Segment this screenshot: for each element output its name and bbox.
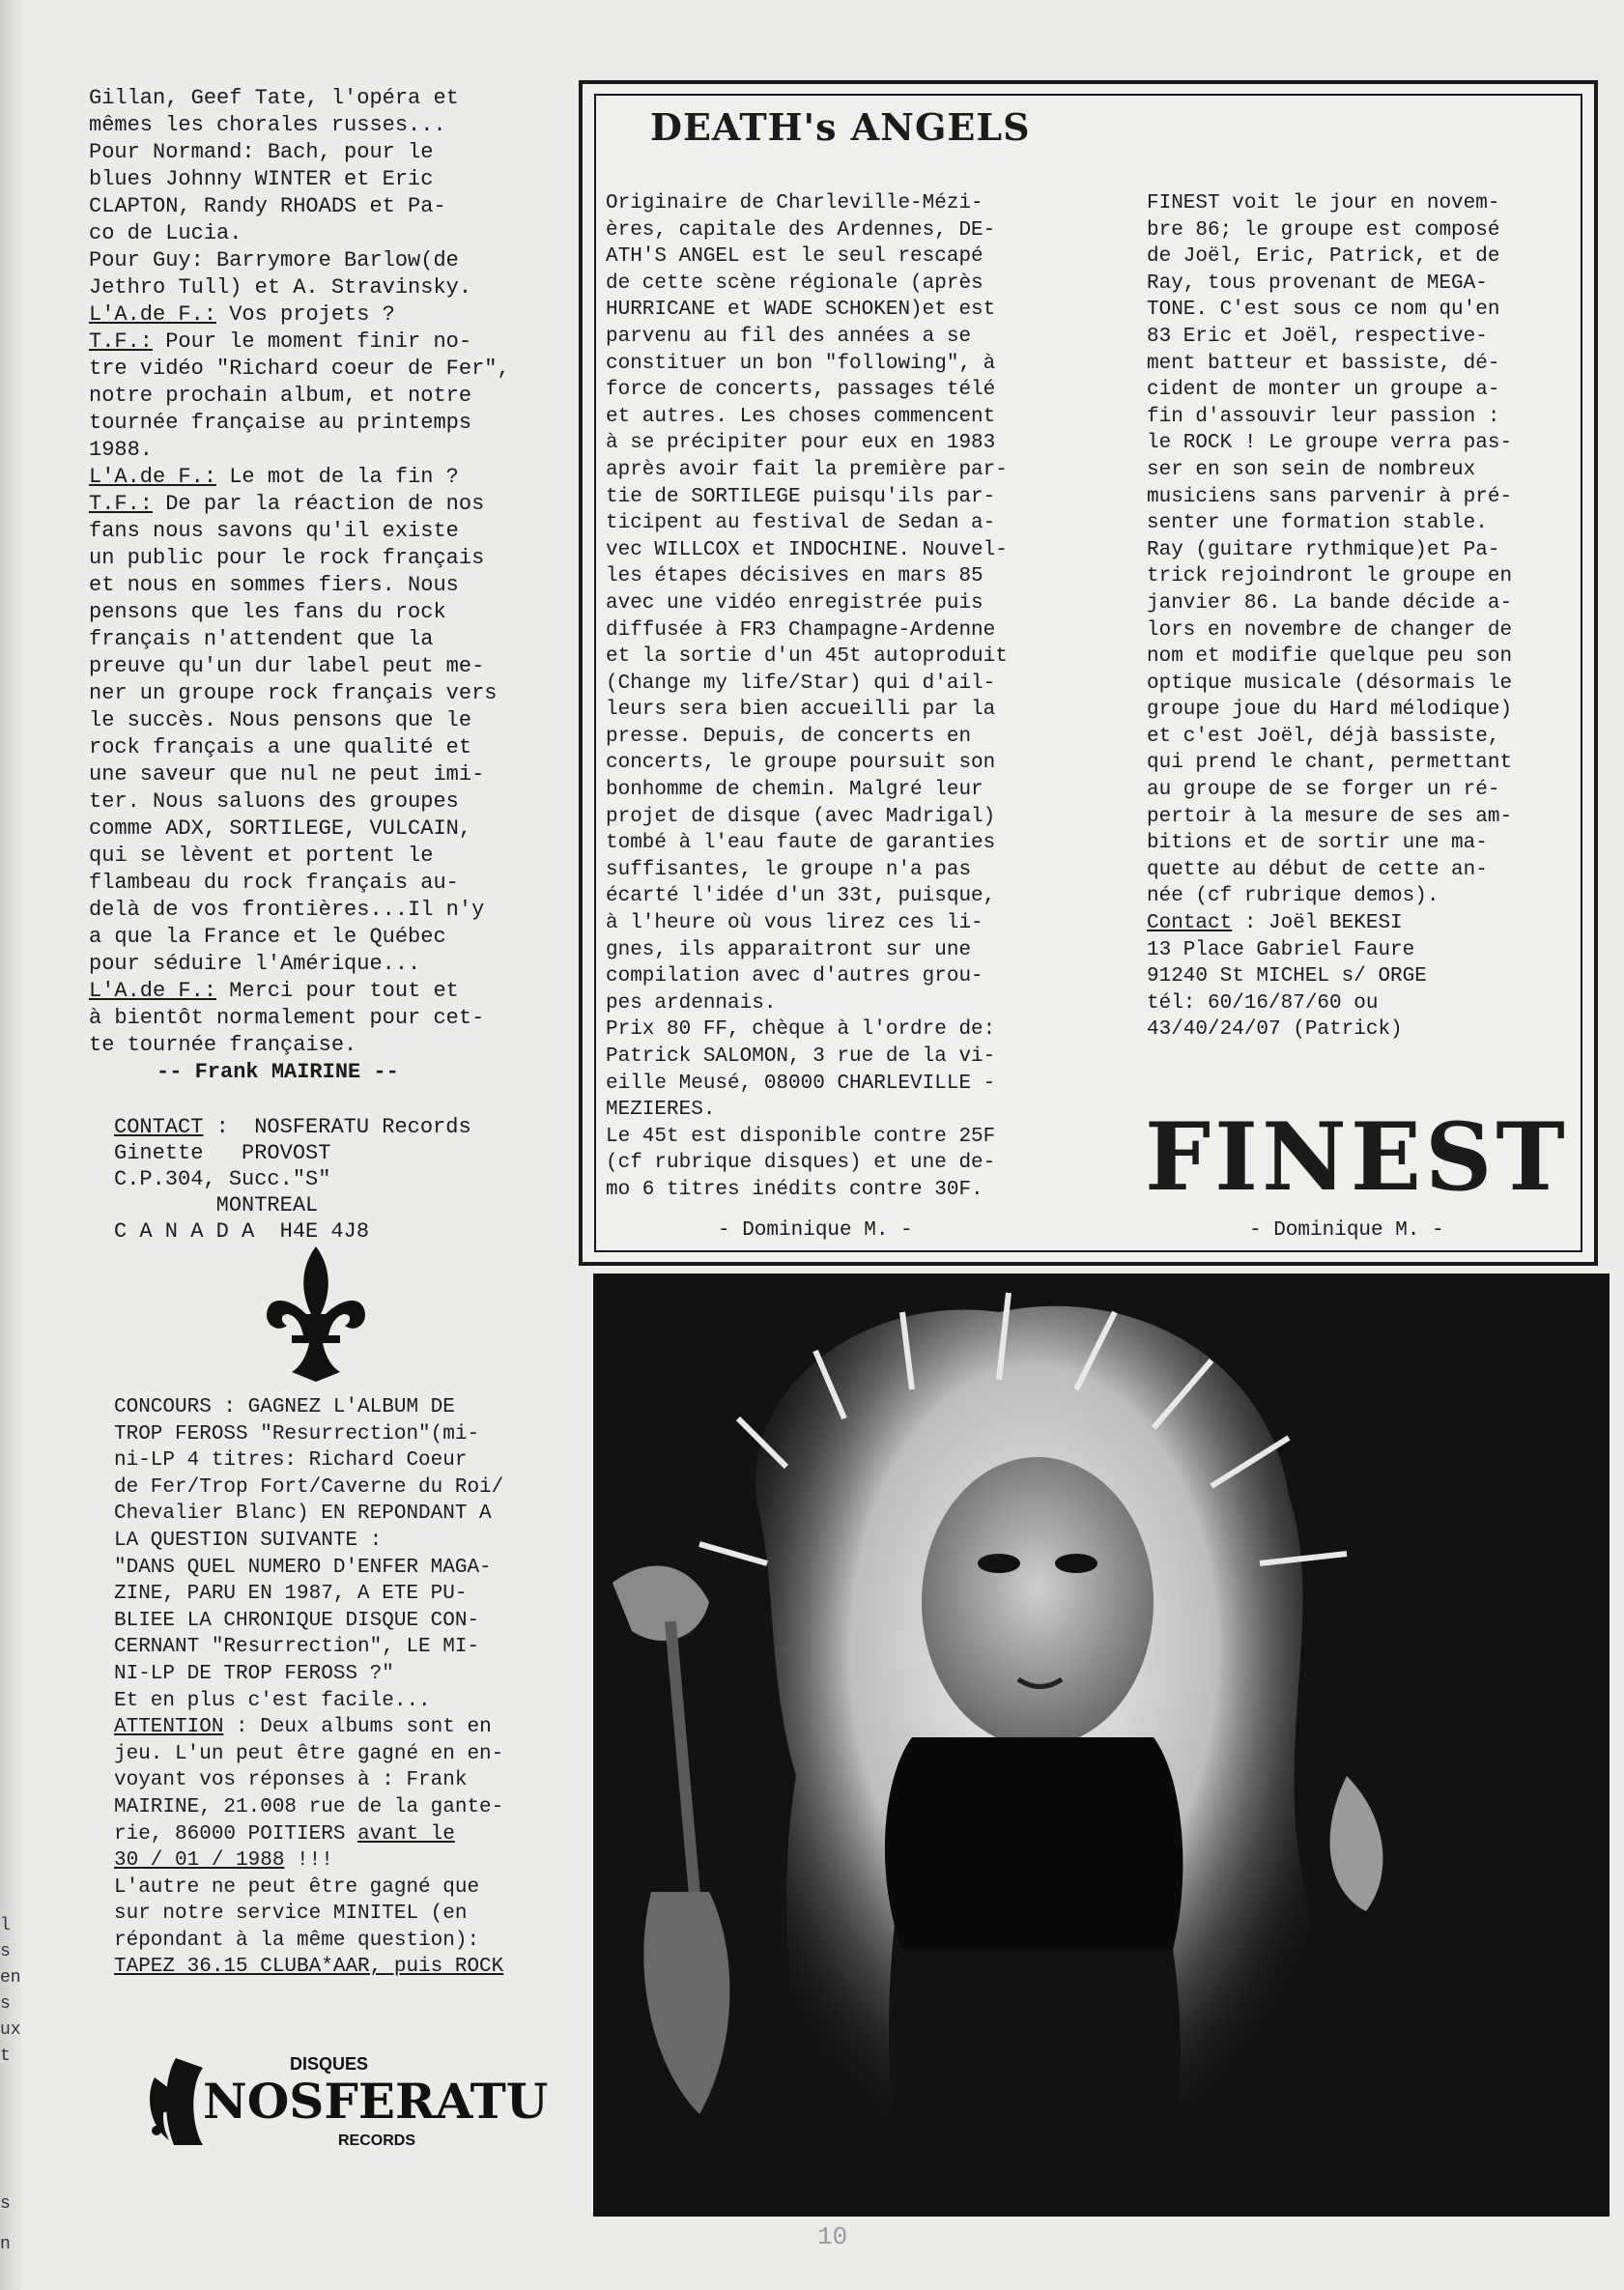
finest-logo: FINEST (1145, 1102, 1569, 1212)
contact-line: : NOSFERATU Records (203, 1115, 471, 1139)
answer-label: T.F.: (89, 492, 154, 516)
deadline-date: 30 / 01 / 1988 (114, 1849, 285, 1873)
finest-body: FINEST voit le jour en novem- bre 86; le groupe est composé de Joël, Eric, Patrick, et de Ray, tous provenant de MEGA- TONE. C'est sous ce nom qu'en 83 Eric et Joël, respective- ment batteur et bassiste, dé- cident de monter un groupe a- fin d'assouvir leur passion : le ROCK ! Le groupe verra pas- ser en son sein de nombreux musiciens sans parvenir à pré- senter une formation stable. Ray (guitare rythmique)et Pa- trick rejoindront le groupe en janvier 86. La bande décide a- lors en novembre de changer de nom et modifie quelque peu son optique musicale (désormais le groupe joue du Hard mélodique) et c'est Joël, déjà bassiste, qui prend le chant, permettant au groupe de se forger un ré- pertoir à la mesure de ses am- bitions et de sortir une ma- quette au début de cette an- née (cf rubrique demos). (1147, 192, 1513, 908)
margin-fragment: n (0, 2235, 11, 2254)
question-text: Le mot de la fin ? (216, 465, 459, 489)
fleur-de-lis-icon (263, 1246, 369, 1382)
logo-main-text: NOSFERATU (203, 2073, 549, 2130)
contest-intro: CONCOURS : GAGNEZ L'ALBUM DE TROP FEROSS "Resurrection"(mi- ni-LP 4 titres: Richard Coeur de Fer/Trop Fort/Caverne du Roi/ Chevalier Blanc) EN REPONDANT A LA QUESTION SUIVANTE : "DANS QUEL NUMERO D'ENFER MAGA- ZINE, PARU EN 1987, A ETE PU- BLIEE LA CHRONIQUE DISQUE CON- CERNANT "Resurrection", LE MI- NI-LP DE TROP FEROSS ?" Et en plus c'est facile... (114, 1396, 504, 1712)
question-text: Vos projets ? (216, 302, 395, 327)
contact-line: C.P.304, Succ."S" (114, 1167, 331, 1191)
finest-contact-name: : Joël BEKESI (1232, 912, 1403, 935)
deaths-angels-column (606, 190, 1079, 1204)
logo-bottom-text: RECORDS (338, 2133, 416, 2149)
contact-line: Ginette PROVOST (114, 1141, 331, 1165)
question-text: Merci pour tout et à bientôt normalement pour cet- te tournée française. (89, 979, 485, 1057)
question-label: L'A.de F.: (89, 979, 217, 1003)
answer-label: T.F.: (89, 329, 154, 354)
deaths-angels-body: Originaire de Charleville-Mézi- ères, capitale des Ardennes, DE- ATH'S ANGEL est le seul rescapé de cette scène régionale (après HURRICANE et WADE SCHOKEN)et est parvenu au fil des années a se constituer un bon "following", à force de concerts, passages télé et autres. Les choses commencent à se précipiter pour eux en 1983 après avoir fait la première par- tie de SORTILEGE puisqu'ils par- ticipent au festival de Sedan a- vec WILLCOX et INDOCHINE. Nouvel- les étapes décisives en mars 85 avec une vidéo enregistrée puis diffusée à FR3 Champagne-Ardenne et la sortie d'un 45t autoproduit (Change my life/Star) qui d'ail- leurs sera bien accueilli par la presse. Depuis, de concerts en concerts, le groupe poursuit son bonhomme de chemin. Malgré leur projet de disque (avec Madrigal) tombé à l'eau faute de garanties suffisantes, le groupe n'a pas écarté l'idée d'un 33t, puisque, à l'heure où vous lirez ces li- gnes, ils apparaitront sur une compilation avec d'autres grou- pes ardennais. Prix 80 FF, chèque à l'ordre de: Patrick SALOMON, 3 rue de la vi- eille Meusé, 08000 CHARLEVILLE - MEZIERES. Le 45t est disponible contre 25F (cf rubrique disques) et une de- mo 6 titres inédits contre 30F. (606, 192, 1008, 1201)
margin-fragment: en (0, 1968, 21, 1988)
article-box (579, 80, 1598, 1266)
finest-contact-address: 13 Place Gabriel Faure 91240 St MICHEL s/ ORGE tél: 60/16/87/60 ou 43/40/24/07 (Patrick) (1147, 938, 1427, 1042)
nosferatu-records-logo (145, 2048, 560, 2155)
contact-block (114, 1114, 539, 1245)
margin-fragment: s (0, 1994, 11, 2014)
page-number: 10 (817, 2222, 848, 2251)
band-member-photo (593, 1274, 1610, 2217)
deaths-angels-signature: - Dominique M. - (718, 1219, 913, 1242)
contact-line: C A N A D A H4E 4J8 (114, 1219, 370, 1244)
deaths-angels-title: DEATH's ANGELS (650, 105, 1031, 149)
margin-fragment: l (0, 1916, 11, 1935)
contest-block (114, 1394, 597, 1981)
interview-text: Gillan, Geef Tate, l'opéra et mêmes les chorales russes... Pour Normand: Bach, pour le blues Johnny WINTER et Eric CLAPTON, Randy RHOADS et Pa- co de Lucia. Pour Guy: Barrymore Barlow(de Jethro Tull) et A. Stravinsky. (89, 86, 472, 300)
minitel-intro: L'autre ne peut être gagné que sur notre service MINITEL (en répondant à la même question): (114, 1875, 480, 1952)
margin-fragment: s (0, 1942, 11, 1961)
deadline-label: avant le (357, 1822, 455, 1846)
question-label: L'A.de F.: (89, 302, 217, 327)
finest-contact-label: Contact (1147, 912, 1233, 935)
margin-fragment: ux (0, 2020, 21, 2040)
attention-text: : Deux albums sont en jeu. L'un peut être gagné en en- voyant vos réponses à : Frank MAIRINE, 21.008 rue de la gante- rie, 86000 POITIERS (114, 1716, 504, 1846)
deadline-tail: !!! (284, 1849, 333, 1873)
author-credit: -- Frank MAIRINE -- (157, 1060, 399, 1084)
attention-label: ATTENTION (114, 1716, 224, 1739)
question-label: L'A.de F.: (89, 465, 217, 489)
interview-column (89, 85, 572, 1086)
logo-top-text: DISQUES (290, 2054, 369, 2074)
contact-label: CONTACT (114, 1115, 204, 1139)
answer-text: De par la réaction de nos fans nous savons qu'il existe un public pour le rock français et nous en sommes fiers. Nous pensons que les fans du rock français n'attendent que la preuve qu'un dur label peut me- ner un groupe rock français vers le succès. Nous pensons que le rock français a une qualité et une saveur que nul ne peut imi- ter. Nous saluons des groupes comme ADX, SORTILEGE, VULCAIN, qui se lèvent et portent le flambeau du rock français au- delà de vos frontières...Il n'y a que la France et le Québec pour séduire l'Amérique... (89, 492, 498, 976)
margin-fragment: s (0, 2194, 11, 2214)
contact-line: MONTREAL (114, 1193, 319, 1217)
margin-fragment: t (0, 2047, 11, 2066)
minitel-code: TAPEZ 36.15 CLUBA*AAR, puis ROCK (114, 1956, 504, 1979)
finest-column (1147, 190, 1572, 1044)
finest-signature: - Dominique M. - (1249, 1219, 1444, 1242)
answer-text: Pour le moment finir no- tre vidéo "Richard coeur de Fer", notre prochain album, et notre tournée française au printemps 1988. (89, 329, 510, 462)
